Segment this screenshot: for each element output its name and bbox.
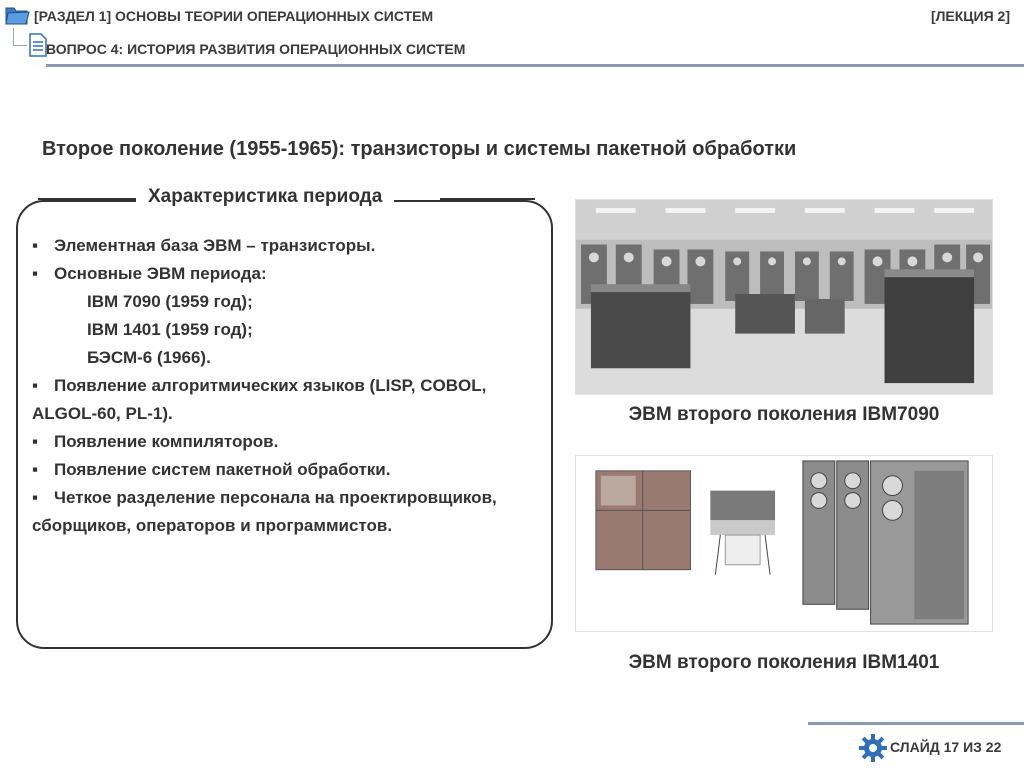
list-item: ▪ Элементная база ЭВМ – транзисторы. (32, 236, 376, 255)
caption-rule-right (440, 198, 535, 200)
footer-divider (808, 722, 1024, 725)
header-divider (46, 64, 1024, 67)
characteristics-caption: Характеристика периода (136, 186, 394, 208)
slide-title: Второе поколение (1955-1965): транзисторы и системы пакетной обработки (42, 138, 797, 160)
list-item: ▪ Появление систем пакетной обработки. (32, 460, 391, 479)
list-item: ▪ Четкое разделение персонала на проектировщиков, сборщиков, операторов и программистов. (32, 488, 497, 535)
ibm7090-photo (575, 199, 993, 395)
list-item: IBM 7090 (1959 год); (87, 292, 253, 311)
ibm7090-caption: ЭВМ второго поколения IBM7090 (628, 404, 940, 425)
question-title: ВОПРОС 4: ИСТОРИЯ РАЗВИТИЯ ОПЕРАЦИОННЫХ СИСТЕМ (46, 41, 466, 57)
lecture-label: [ЛЕКЦИЯ 2] (930, 8, 1010, 24)
gear-icon (858, 733, 888, 763)
folder-icon (4, 2, 30, 28)
ibm1401-caption: ЭВМ второго поколения IBM1401 (628, 652, 940, 673)
list-item: ▪ Появление компиляторов. (32, 432, 279, 451)
caption-rule-left (38, 198, 136, 200)
list-item: БЭСМ-6 (1966). (87, 348, 211, 367)
tree-connector (13, 28, 27, 46)
list-item: IBM 1401 (1959 год); (87, 320, 253, 339)
characteristics-list (32, 232, 532, 540)
slide-counter: СЛАЙД 17 ИЗ 22 (890, 739, 1002, 755)
list-item: ▪ Появление алгоритмических языков (LISP, COBOL, ALGOL-60, PL-1). (32, 376, 487, 423)
section-title: [РАЗДЕЛ 1] ОСНОВЫ ТЕОРИИ ОПЕРАЦИОННЫХ СИСТЕМ (34, 8, 434, 24)
ibm1401-photo (575, 455, 993, 632)
list-item: ▪ Основные ЭВМ периода: (32, 264, 267, 283)
document-icon (28, 33, 48, 57)
